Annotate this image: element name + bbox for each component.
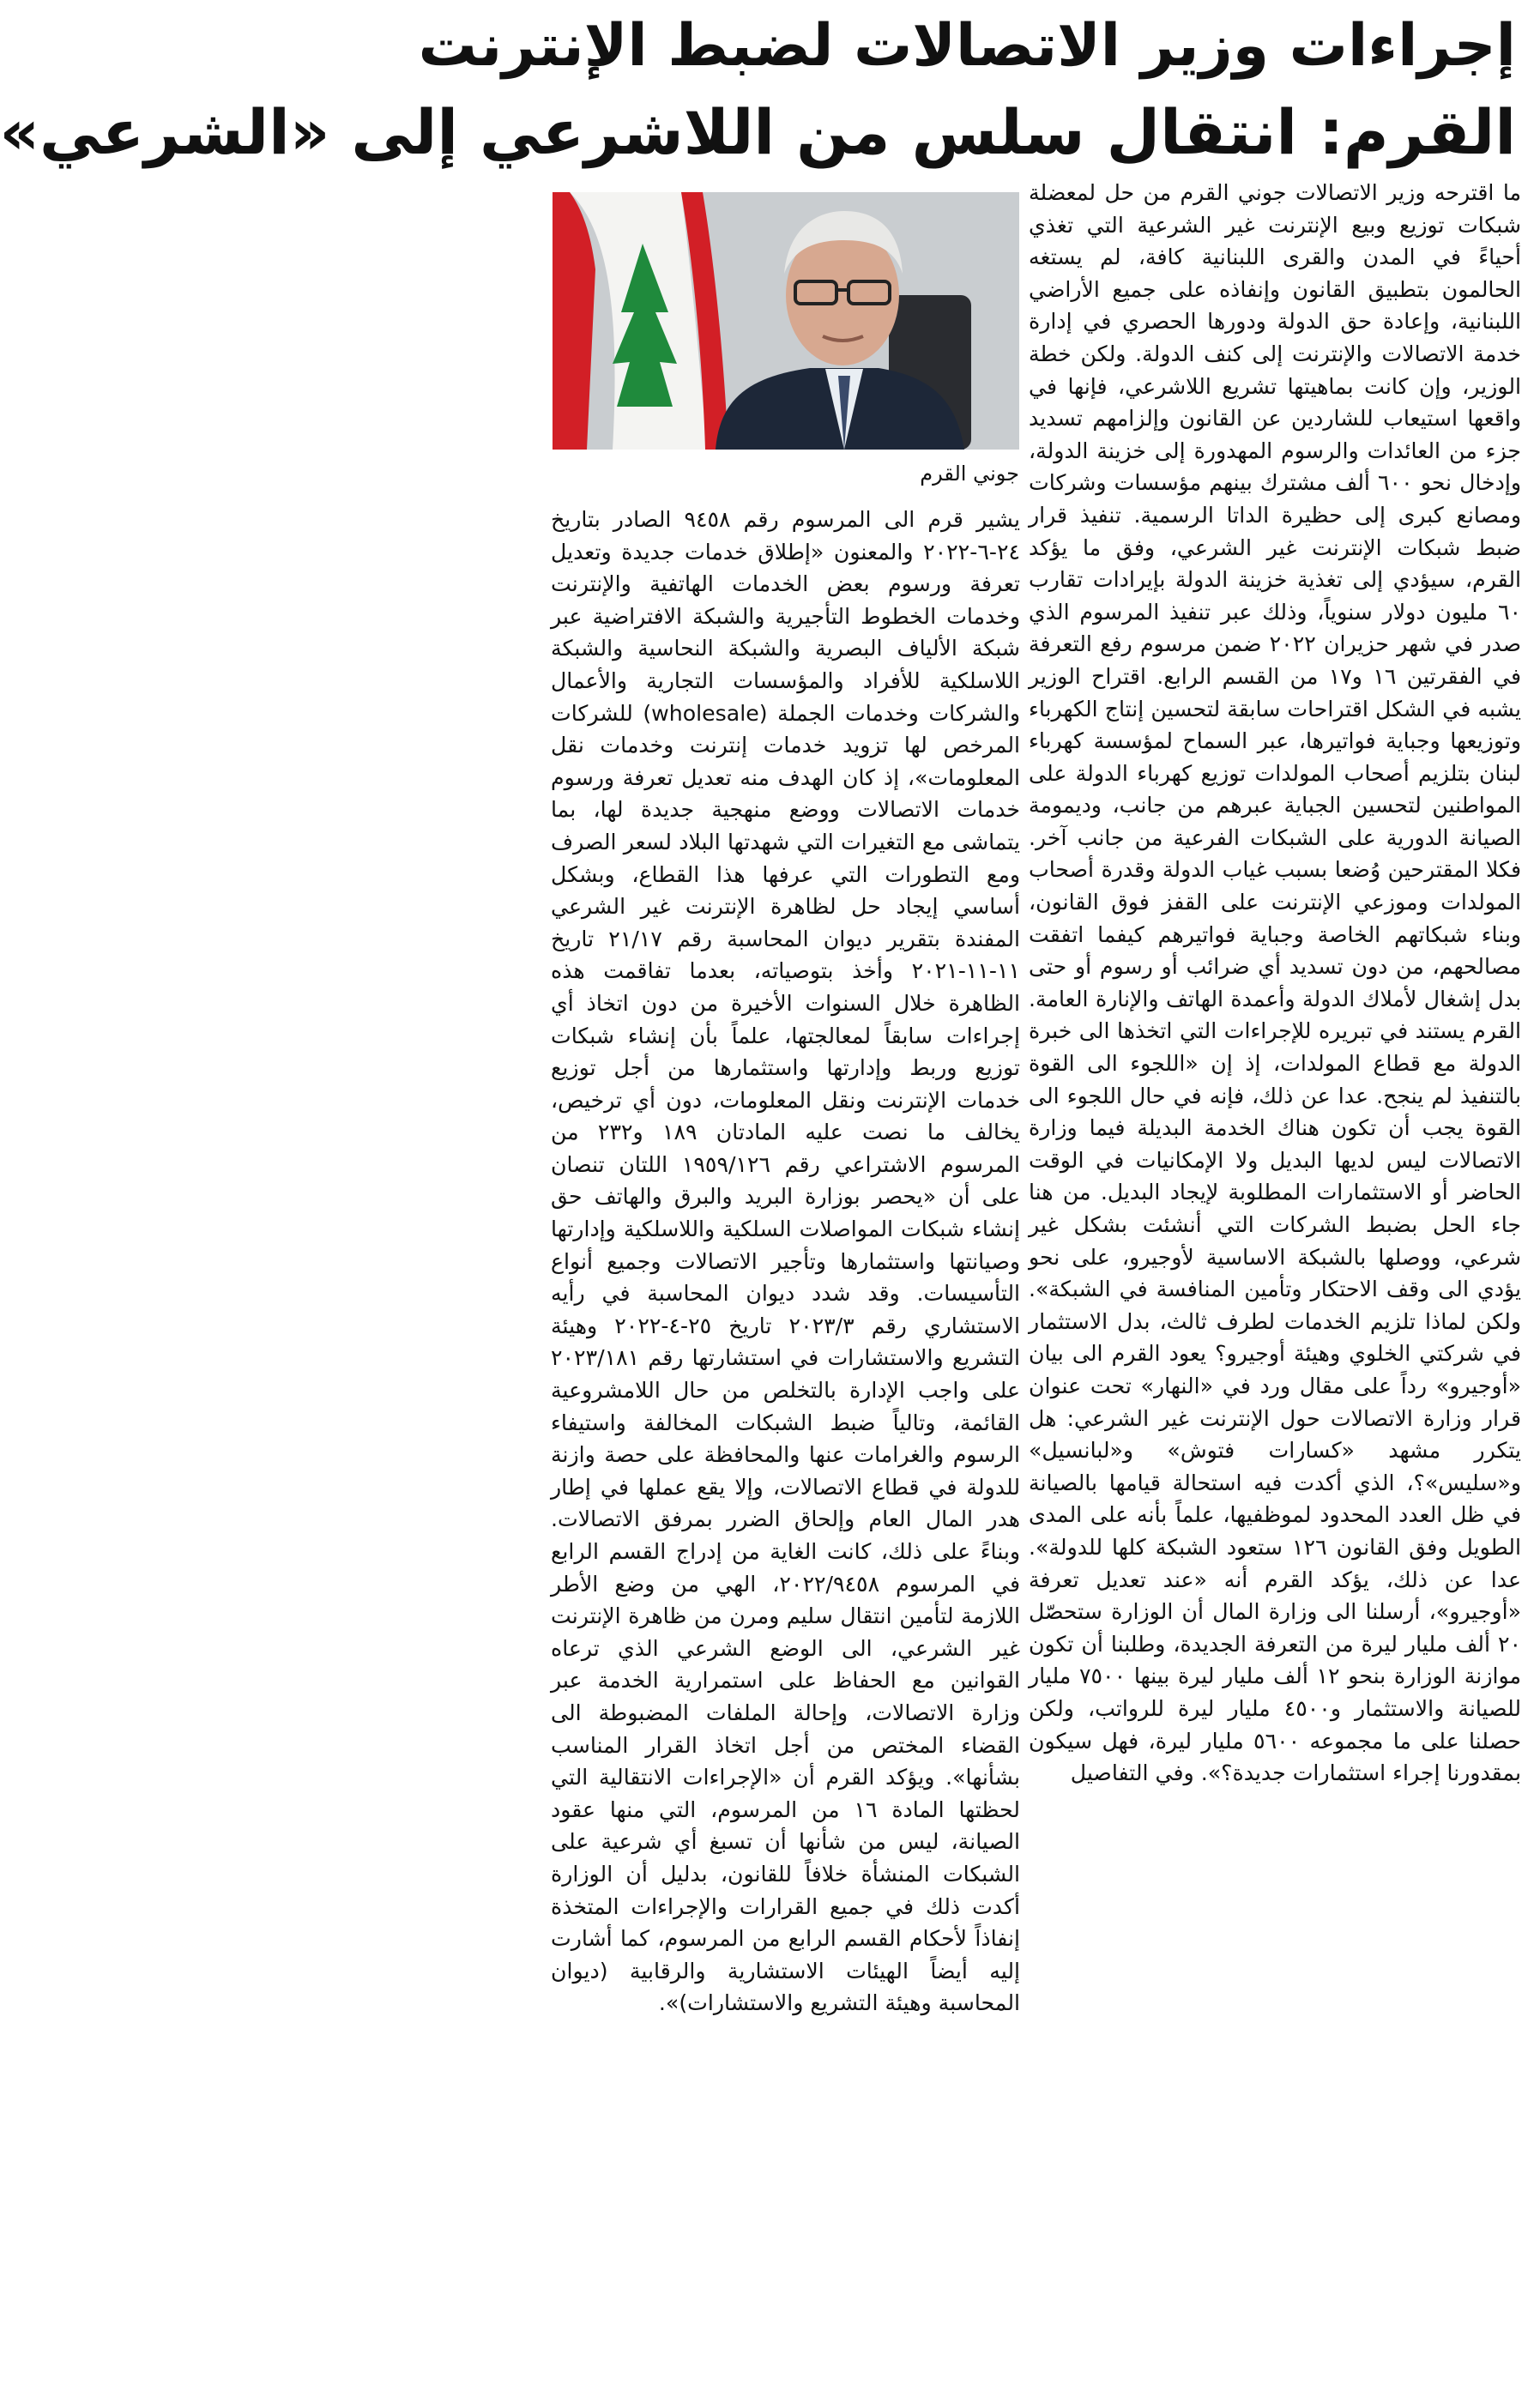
article-text-left: يشير قرم الى المرسوم رقم ٩٤٥٨ الصادر بتاريخ ٢٤-٦-٢٠٢٢ والمعنون «إطلاق خدمات جديدة وتعديل تعرفة ورسوم بعض الخدمات الهاتفية والإنترنت وخدمات الخطوط التأجيرية والشبكة الافتراضية عبر شبكة الألياف البصرية والشبكة النحاسية والشبكة اللاسلكية للأفراد والمؤسسات التجارية والأعمال والشركات وخدمات الجملة (wholesale) للشركات المرخص لها تزويد خدمات إنترنت وخدمات نقل المعلومات»، إذ كان الهدف منه تعديل تعرفة ورسوم خدمات الاتصالات ووضع منهجية جديدة لها، بما يتماشى مع التغيرات التي شهدتها البلاد لسعر الصرف ومع التطورات التي عرفها هذا القطاع، وبشكل أساسي إيجاد حل لظاهرة الإنترنت غير الشرعي المفندة بتقرير ديوان المحاسبة رقم ٢١/١٧ تاريخ ١١-١١-٢٠٢١ وأخذ بتوصياته، بعدما تفاقمت هذه الظاهرة خلال السنوات الأخيرة من دون اتخاذ أي إجراءات سابقاً لمعالجتها، علماً بأن إنشاء شبكات توزيع وربط وإدارتها واستثمارها من أجل توزيع خدمات الإنترنت ونقل المعلومات، دون أي ترخيص، يخالف ما نصت عليه المادتان ١٨٩ و٢٣٢ من المرسوم الاشتراعي رقم ١٩٥٩/١٢٦ اللتان تنصان على أن «يحصر بوزارة البريد والبرق والهاتف حق إنشاء شبكات المواصلات السلكية واللاسلكية وإدارتها وصيانتها واستثمارها وتأجير الاتصالات وجميع أنواع التأسيسات. وقد شدد ديوان المحاسبة في رأيه الاستشاري رقم ٢٠٢٣/٣ تاريخ ٢٥-٤-٢٠٢٢ وهيئة التشريع والاستشارات في استشارتها رقم ٢٠٢٣/١٨١ على واجب الإدارة بالتخلص من حال اللامشروعية القائمة، وتالياً ضبط الشبكات المخالفة واستيفاء الرسوم والغرامات عنها والمحافظة على حصة وازنة للدولة في قطاع الاتصالات، وإلا يقع عملها في إطار هدر المال العام وإلحاق الضرر بمرفق الاتصالات. وبناءً على ذلك، كانت الغاية من إدراج القسم الرابع في المرسوم ٢٠٢٢/٩٤٥٨، الهي من وضع الأطر اللازمة لتأمين انتقال سليم ومرن من ظاهرة الإنترنت غير الشرعي، الى الوضع الشرعي الذي ترعاه القوانين مع الحفاظ على استمرارية الخدمة عبر وزارة الاتصالات، وإحالة الملفات المضبوطة الى القضاء المختص من أجل اتخاذ القرار المناسب بشأنها». ويؤكد القرم أن «الإجراءات الانتقالية التي لحظتها المادة ١٦ من المرسوم، التي منها عقود الصيانة، ليس من شأنها أن تسبغ أي شرعية على الشبكات المنشأة خلافاً للقانون، بدليل أن الوزارة أكدت ذلك في جميع القرارات والإجراءات المتخذة إنفاذاً لأحكام القسم الرابع من المرسوم، كما أشارت إليه أيضاً الهيئات الاستشارية والرقابية (ديوان المحاسبة وهيئة التشريع والاستشارات)». <box>551 507 1021 2016</box>
article-text-right: ما اقترحه وزير الاتصالات جوني القرم من حل لمعضلة شبكات توزيع وبيع الإنترنت غير الشرعية التي تغذي أحياءً في المدن والقرى اللبنانية كافة، لم يستغه الحالمون بتطبيق القانون وإنفاذه على جميع الأراضي اللبنانية، وإعادة حق الدولة ودورها الحصري في إدارة خدمة الاتصالات والإنترنت إلى كنف الدولة. ولكن خطة الوزير، وإن كانت بماهيتها تشريع اللاشرعي، فإنها في واقعها استيعاب للشاردين عن القانون وإلزامهم تسديد جزء من العائدات والرسوم المهدورة إلى خزينة الدولة، وإدخال نحو ٦٠٠ ألف مشترك بينهم مؤسسات وشركات ومصانع كبرى إلى حظيرة الداتا الرسمية. تنفيذ قرار ضبط شبكات الإنترنت غير الشرعي، وفق ما يؤكد القرم، سيؤدي إلى تغذية خزينة الدولة بإيرادات تقارب ٦٠ مليون دولار سنوياً، وذلك عبر تنفيذ المرسوم الذي صدر في شهر حزيران ٢٠٢٢ ضمن مرسوم رفع التعرفة في الفقرتين ١٦ و١٧ من القسم الرابع. اقتراح الوزير يشبه في الشكل اقتراحات سابقة لتحسين إنتاج الكهرباء وتوزيعها وجباية فواتيرها، عبر السماح لمؤسسة كهرباء لبنان بتلزيم أصحاب المولدات توزيع كهرباء الدولة على المواطنين لتحسين الجباية عبرهم من جانب، وديمومة الصيانة الدورية على الشبكات الفرعية من جانب آخر. فكلا المقترحين وُضعا بسبب غياب الدولة وقدرة أصحاب المولدات وموزعي الإنترنت على القفز فوق القانون، وبناء شبكاتهم الخاصة وجباية فواتيرهم كيفما اتفقت مصالحهم، من دون تسديد أي ضرائب أو رسوم أو حتى بدل إشغال لأملاك الدولة وأعمدة الهاتف والإنارة العامة. القرم يستند في تبريره للإجراءات التي اتخذها الى خبرة الدولة مع قطاع المولدات، إذ إن «اللجوء الى القوة بالتنفيذ لم ينجح. عدا عن ذلك، فإنه في حال اللجوء الى القوة يجب أن تكون هناك الخدمة البديلة فيما وزارة الاتصالات ليس لديها البديل ولا الإمكانيات في الوقت الحاضر أو الاستثمارات المطلوبة لإيجاد البديل. من هنا جاء الحل بضبط الشركات التي أنشئت بشكل غير شرعي، ووصلها بالشبكة الاساسية لأوجيرو، على نحو يؤدي الى وقف الاحتكار وتأمين المنافسة في الشبكة». ولكن لماذا تلزيم الخدمات لطرف ثالث، بدل الاستثمار في شركتي الخلوي وهيئة أوجيرو؟ يعود القرم الى بيان «أوجيرو» رداً على مقال ورد في «النهار» تحت عنوان قرار وزارة الاتصالات حول الإنترنت غير الشرعي: هل يتكرر مشهد «كسارات فتوش» و«لبانسيل» و«سليس»؟، الذي أكدت فيه استحالة قيامها بالصيانة في ظل العدد المحدود لموظفيها، علماً بأنه على المدى الطويل وفق القانون ١٢٦ ستعود الشبكة كلها للدولة». عدا عن ذلك، يؤكد القرم أنه «عند تعديل تعرفة «أوجيرو»، أرسلنا الى وزارة المال أن الوزارة ستحصّل ٢٠ ألف مليار ليرة من التعرفة الجديدة، وطلبنا أن تكون موازنة الوزارة بنحو ١٢ ألف مليار ليرة بينها ٧٥٠٠ مليار للصيانة والاستثمار و٤٥٠٠ مليار ليرة للرواتب، ولكن حصلنا على ما مجموعه ٥٦٠٠ مليار ليرة، فهل سيكون بمقدورنا إجراء استثمارات جديدة؟». وفي التفاصيل <box>1029 180 1522 1786</box>
article-right-column <box>1029 177 1521 2373</box>
headline-line-2: القرم: انتقال سلس من اللاشرعي إلى «الشرعي» <box>0 96 1516 168</box>
article-left-column <box>551 504 1020 2365</box>
lebanon-flag-icon <box>553 192 728 450</box>
photo-caption: جوني القرم <box>920 462 1019 486</box>
minister-photo <box>553 192 1019 450</box>
headline-line-1: إجراءات وزير الاتصالات لضبط الإنترنت <box>418 12 1516 80</box>
